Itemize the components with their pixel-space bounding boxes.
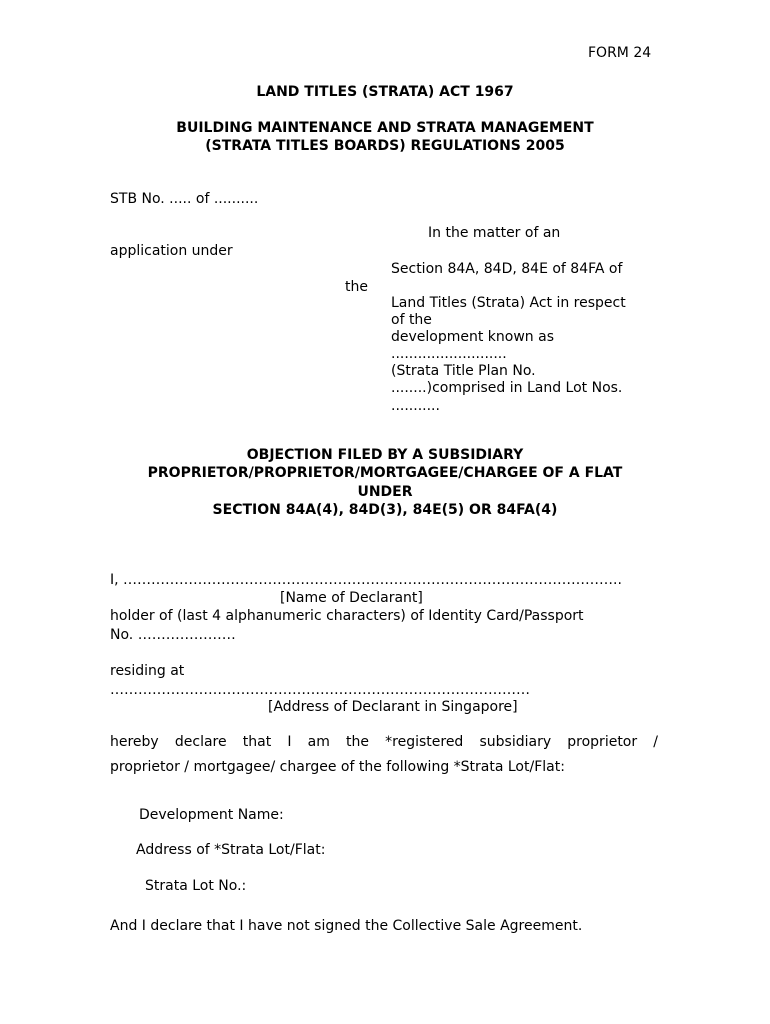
matter-line-5: Land Titles (Strata) Act in respect	[391, 295, 626, 311]
regulations-title-line-1: BUILDING MAINTENANCE AND STRATA MANAGEMENT	[176, 120, 594, 136]
regulations-title-line-2: (STRATA TITLES BOARDS) REGULATIONS 2005	[205, 138, 565, 154]
stb-number: STB No. ..... of ..........	[110, 191, 259, 207]
matter-line-4: the	[345, 279, 368, 295]
objection-title-line-4: SECTION 84A(4), 84D(3), 84E(5) OR 84FA(4)	[212, 502, 558, 518]
id-holder-line-2: No. …………………	[110, 627, 236, 643]
declaration-line-1: hereby declare that I am the *registered subsidiary proprietor /	[110, 734, 658, 750]
matter-line-6: of the	[391, 312, 432, 328]
matter-line-8: ..........................	[391, 346, 507, 362]
matter-line-9: (Strata Title Plan No.	[391, 363, 536, 379]
strata-lot-address-label: Address of *Strata Lot/Flat:	[136, 842, 326, 858]
objection-title-line-2: PROPRIETOR/PROPRIETOR/MORTGAGEE/CHARGEE OF A FLAT	[147, 465, 623, 481]
id-holder-line-1: holder of (last 4 alphanumeric characters) of Identity Card/Passport	[110, 608, 584, 624]
objection-title-line-1: OBJECTION FILED BY A SUBSIDIARY	[246, 447, 524, 463]
matter-line-7: development known as	[391, 329, 554, 345]
declaration-line-2: proprietor / mortgagee/ chargee of the following *Strata Lot/Flat:	[110, 759, 565, 775]
address-dotted-line: ………………………………………………………………………………	[110, 682, 530, 698]
matter-line-3: Section 84A, 84D, 84E of 84FA of	[391, 261, 623, 277]
residing-label: residing at	[110, 663, 185, 679]
form-number: FORM 24	[588, 45, 652, 61]
matter-line-10: ........)comprised in Land Lot Nos.	[391, 380, 623, 396]
objection-title-line-3: UNDER	[357, 484, 413, 500]
matter-line-11: ...........	[391, 398, 440, 414]
strata-lot-number-label: Strata Lot No.:	[145, 878, 247, 894]
act-title: LAND TITLES (STRATA) ACT 1967	[256, 84, 514, 100]
declarant-name-line: I, ……………………………………………………………………………………………..	[110, 572, 622, 588]
development-name-label: Development Name:	[139, 807, 284, 823]
address-caption: [Address of Declarant in Singapore]	[268, 699, 518, 715]
final-declaration: And I declare that I have not signed the Collective Sale Agreement.	[110, 918, 583, 934]
name-caption: [Name of Declarant]	[280, 590, 423, 606]
matter-line-1: In the matter of an	[428, 225, 561, 241]
matter-line-2: application under	[110, 243, 233, 259]
